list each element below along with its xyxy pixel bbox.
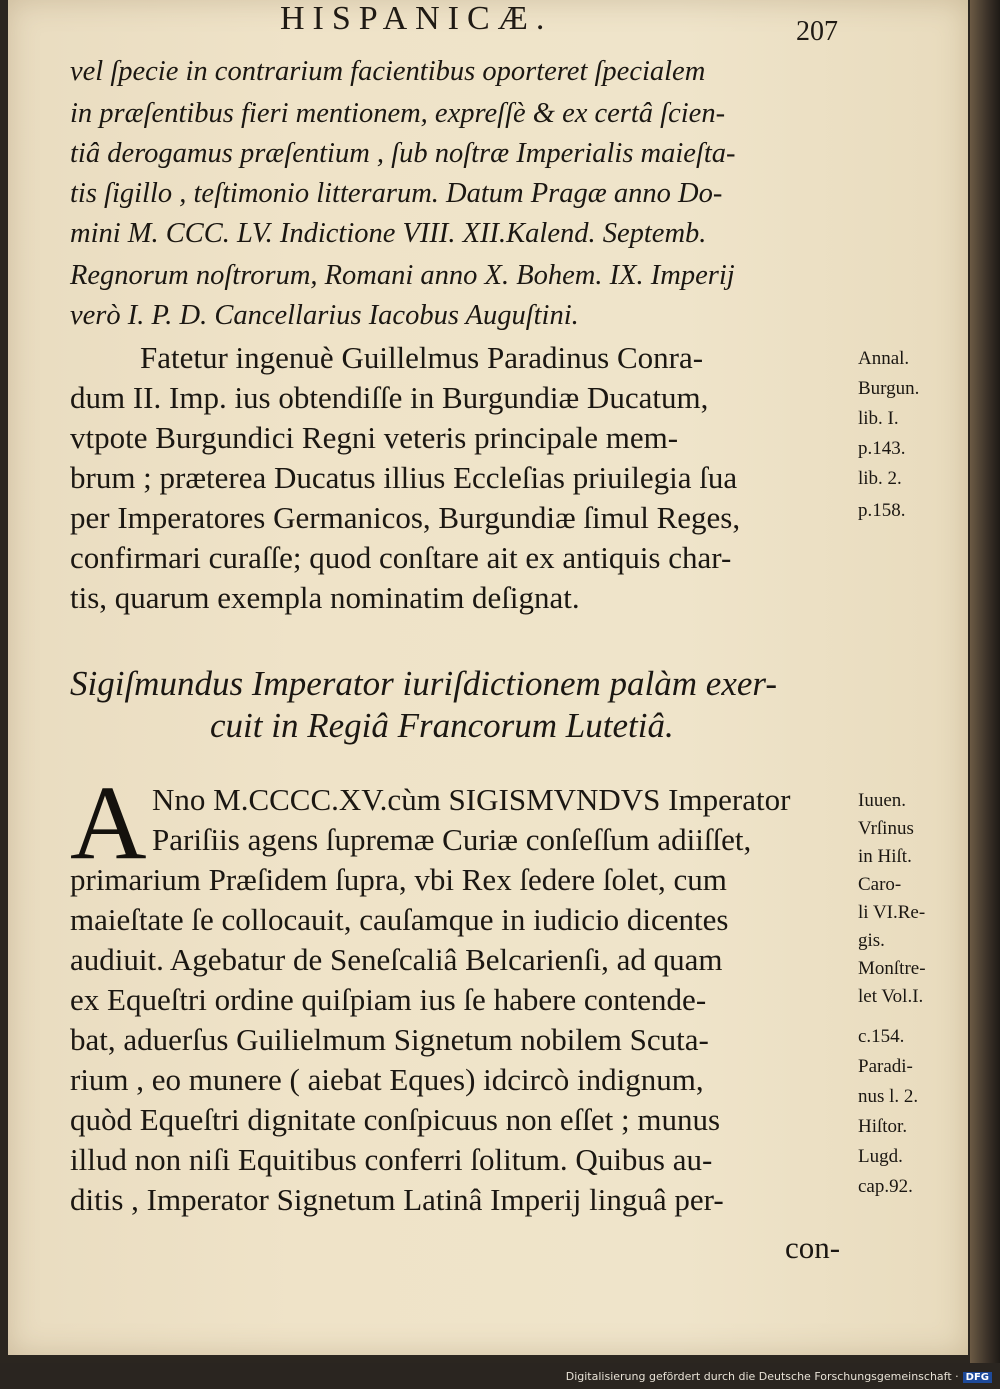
paragraph-line: dum II. Imp. ius obtendiſſe in Burgundiæ Ducatum, [70,380,709,415]
paragraph-line: confirmari curaſſe; quod conſtare ait ex antiquis char- [70,540,732,575]
margin-note-line: let Vol.I. [858,986,924,1007]
running-head: HISPANICÆ. [280,0,553,37]
paragraph-line: Pariſiis agens ſupremæ Curiæ conſeſſum adiiſſet, [152,822,752,857]
paragraph-line: per Imperatores Germanicos, Burgundiæ ſimul Reges, [70,500,741,535]
paragraph-line: primarium Præſidem ſupra, vbi Rex ſedere ſolet, cum [70,862,727,897]
margin-note-line: li VI.Re- [858,902,926,923]
dfg-logo: DFG [963,1372,992,1383]
page-number: 207 [796,16,838,47]
charter-line: verò I. P. D. Cancellarius Iacobus Auguſtini. [70,300,579,331]
paragraph-line: audiuit. Agebatur de Seneſcaliâ Belcarienſi, ad quam [70,942,723,977]
section-heading-line: Sigiſmundus Imperator iuriſdictionem palàm exer- [70,664,777,703]
drop-cap: A [70,764,147,881]
paragraph-line: quòd Equeſtri dignitate conſpicuus non eſſet ; munus [70,1102,721,1137]
charter-line: Regnorum noſtrorum, Romani anno X. Bohem. IX. Imperij [70,260,735,291]
margin-note-line: p.158. [858,500,906,521]
margin-note-line: p.143. [858,438,906,459]
digitization-credit [566,1370,992,1383]
margin-note-line: Hiſtor. [858,1116,908,1137]
charter-line: in præſentibus fieri mentionem, expreſſè & ex certâ ſcien- [70,98,726,129]
margin-note-line: Iuuen. [858,790,907,811]
paragraph-line: ditis , Imperator Signetum Latinâ Imperij linguâ per- [70,1182,724,1217]
paragraph-line: maieſtate ſe collocauit, cauſamque in iudicio dicentes [70,902,729,937]
paragraph-line: vtpote Burgundici Regni veteris principale mem- [70,420,679,455]
paragraph-line: rium , eo munere ( aiebat Eques) idcircò indignum, [70,1062,704,1097]
margin-note-line: gis. [858,930,885,951]
charter-line: vel ſpecie in contrarium facientibus oporteret ſpecialem [70,56,706,87]
margin-note-line: in Hiſt. [858,846,912,867]
charter-line: tis ſigillo , teſtimonio litterarum. Datum Pragæ anno Do- [70,178,723,209]
margin-note-line: lib. 2. [858,468,902,489]
credit-text: Digitalisierung gefördert durch die Deutsche Forschungsgemeinschaft · [565,1370,959,1383]
margin-note-line: lib. I. [858,408,899,429]
margin-note-line: cap.92. [858,1176,913,1197]
margin-note-line: nus l. 2. [858,1086,919,1107]
catchword: con- [785,1230,841,1265]
paragraph-line: Nno M.CCCC.XV.cùm SIGISMVNDVS Imperator [152,782,791,817]
paragraph-line: illud non niſi Equitibus conferri ſolitum. Quibus au- [70,1142,713,1177]
paragraph-line: tis, quarum exempla nominatim deſignat. [70,580,580,615]
page-edge-shadow [970,0,1000,1363]
margin-note-line: Annal. [858,348,910,369]
charter-line: tiâ derogamus præſentium , ſub noſtræ Imperialis maieſta- [70,138,736,169]
section-heading-line: cuit in Regiâ Francorum Lutetiâ. [210,706,674,745]
margin-note-line: Burgun. [858,378,920,399]
margin-note-line: Vrſinus [858,818,914,839]
margin-note-line: Paradi- [858,1056,913,1077]
charter-line: mini M. CCC. LV. Indictione VIII. XII.Kalend. Septemb. [70,218,707,249]
margin-note-line: Monſtre- [858,958,926,979]
margin-note-line: Caro- [858,874,902,895]
paragraph-line: brum ; præterea Ducatus illius Eccleſias priuilegia ſua [70,460,738,495]
paragraph-line: ex Equeſtri ordine quiſpiam ius ſe habere contende- [70,982,707,1017]
paragraph-line: Fatetur ingenuè Guillelmus Paradinus Conra- [140,340,704,375]
paragraph-line: bat, aduerſus Guilielmum Signetum nobilem Scuta- [70,1022,709,1057]
margin-note-line: Lugd. [858,1146,903,1167]
margin-note-line: c.154. [858,1026,905,1047]
